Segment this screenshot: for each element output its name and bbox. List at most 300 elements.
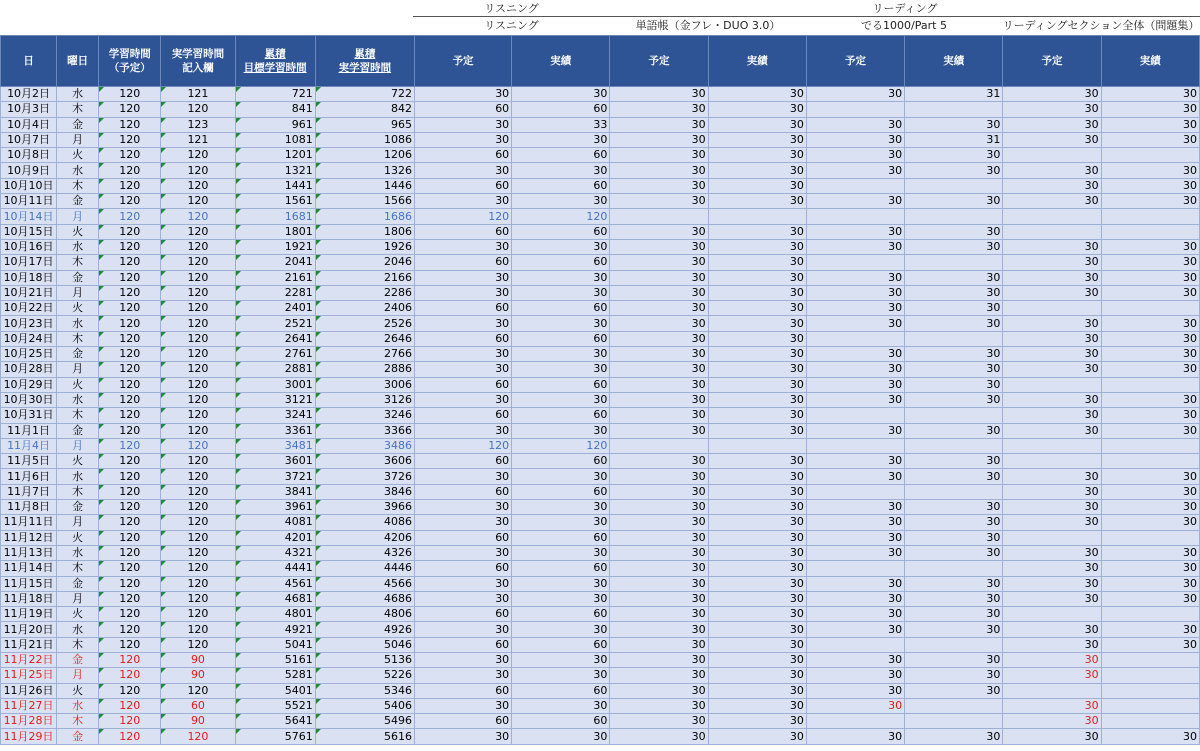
- value-cell[interactable]: [1101, 209, 1199, 224]
- cum-target-cell[interactable]: 4441: [235, 561, 315, 576]
- col-header-listening-actual[interactable]: 実績: [512, 36, 610, 87]
- value-cell[interactable]: [1003, 224, 1101, 239]
- value-cell[interactable]: 30: [806, 576, 904, 591]
- weekday-cell[interactable]: 金: [57, 652, 99, 667]
- col-header-listening-plan[interactable]: 予定: [414, 36, 511, 87]
- value-cell[interactable]: [905, 714, 1003, 729]
- col-header-weekday[interactable]: 曜日: [57, 36, 99, 87]
- actual-time-cell[interactable]: 120: [161, 545, 235, 560]
- col-header-cum-target[interactable]: 累積 目標学習時間: [235, 36, 315, 87]
- value-cell[interactable]: 30: [806, 454, 904, 469]
- date-cell[interactable]: 10月8日: [1, 148, 57, 163]
- value-cell[interactable]: 30: [905, 392, 1003, 407]
- date-cell[interactable]: 10月25日: [1, 347, 57, 362]
- weekday-cell[interactable]: 月: [57, 515, 99, 530]
- value-cell[interactable]: 30: [905, 362, 1003, 377]
- value-cell[interactable]: 30: [905, 148, 1003, 163]
- value-cell[interactable]: 30: [708, 714, 806, 729]
- cum-target-cell[interactable]: 5161: [235, 652, 315, 667]
- value-cell[interactable]: 30: [414, 500, 511, 515]
- value-cell[interactable]: 60: [512, 301, 610, 316]
- value-cell[interactable]: 30: [1003, 163, 1101, 178]
- value-cell[interactable]: 30: [905, 423, 1003, 438]
- plan-time-cell[interactable]: 120: [99, 438, 161, 453]
- cum-actual-cell[interactable]: 3366: [315, 423, 414, 438]
- weekday-cell[interactable]: 金: [57, 347, 99, 362]
- value-cell[interactable]: 30: [414, 347, 511, 362]
- cum-target-cell[interactable]: 1321: [235, 163, 315, 178]
- value-cell[interactable]: [806, 408, 904, 423]
- plan-time-cell[interactable]: 120: [99, 362, 161, 377]
- actual-time-cell[interactable]: 120: [161, 331, 235, 346]
- date-cell[interactable]: 10月16日: [1, 239, 57, 254]
- value-cell[interactable]: 60: [512, 637, 610, 652]
- value-cell[interactable]: 30: [610, 301, 708, 316]
- plan-time-cell[interactable]: 120: [99, 148, 161, 163]
- cum-actual-cell[interactable]: 965: [315, 117, 414, 132]
- date-cell[interactable]: 11月7日: [1, 484, 57, 499]
- cum-target-cell[interactable]: 5401: [235, 683, 315, 698]
- value-cell[interactable]: 30: [610, 377, 708, 392]
- value-cell[interactable]: 30: [708, 545, 806, 560]
- value-cell[interactable]: 30: [806, 607, 904, 622]
- col-header-cum-actual[interactable]: 累積 実学習時間: [315, 36, 414, 87]
- plan-time-cell[interactable]: 120: [99, 178, 161, 193]
- value-cell[interactable]: 60: [414, 255, 511, 270]
- value-cell[interactable]: 30: [1003, 285, 1101, 300]
- value-cell[interactable]: 30: [610, 622, 708, 637]
- actual-time-cell[interactable]: 120: [161, 438, 235, 453]
- value-cell[interactable]: 60: [414, 224, 511, 239]
- cum-actual-cell[interactable]: 4206: [315, 530, 414, 545]
- value-cell[interactable]: 30: [512, 285, 610, 300]
- value-cell[interactable]: 30: [414, 163, 511, 178]
- value-cell[interactable]: 30: [905, 224, 1003, 239]
- value-cell[interactable]: 30: [806, 377, 904, 392]
- value-cell[interactable]: 30: [1003, 239, 1101, 254]
- actual-time-cell[interactable]: 120: [161, 255, 235, 270]
- value-cell[interactable]: 30: [610, 545, 708, 560]
- cum-actual-cell[interactable]: 3966: [315, 500, 414, 515]
- actual-time-cell[interactable]: 120: [161, 500, 235, 515]
- plan-time-cell[interactable]: 120: [99, 285, 161, 300]
- actual-time-cell[interactable]: 120: [161, 607, 235, 622]
- value-cell[interactable]: 30: [1003, 132, 1101, 147]
- date-cell[interactable]: 10月17日: [1, 255, 57, 270]
- value-cell[interactable]: 60: [414, 377, 511, 392]
- weekday-cell[interactable]: 月: [57, 362, 99, 377]
- value-cell[interactable]: 30: [610, 117, 708, 132]
- value-cell[interactable]: [1003, 377, 1101, 392]
- value-cell[interactable]: 30: [414, 698, 511, 713]
- actual-time-cell[interactable]: 120: [161, 239, 235, 254]
- value-cell[interactable]: 30: [806, 117, 904, 132]
- actual-time-cell[interactable]: 120: [161, 285, 235, 300]
- value-cell[interactable]: 30: [905, 515, 1003, 530]
- plan-time-cell[interactable]: 120: [99, 500, 161, 515]
- value-cell[interactable]: 30: [512, 362, 610, 377]
- value-cell[interactable]: 30: [610, 530, 708, 545]
- value-cell[interactable]: 30: [610, 285, 708, 300]
- actual-time-cell[interactable]: 120: [161, 484, 235, 499]
- value-cell[interactable]: 60: [512, 377, 610, 392]
- actual-time-cell[interactable]: 120: [161, 454, 235, 469]
- cum-actual-cell[interactable]: 2166: [315, 270, 414, 285]
- value-cell[interactable]: 30: [512, 87, 610, 102]
- actual-time-cell[interactable]: 120: [161, 224, 235, 239]
- value-cell[interactable]: 30: [806, 285, 904, 300]
- value-cell[interactable]: 30: [414, 423, 511, 438]
- value-cell[interactable]: 120: [512, 209, 610, 224]
- value-cell[interactable]: [905, 698, 1003, 713]
- cum-actual-cell[interactable]: 722: [315, 87, 414, 102]
- cum-actual-cell[interactable]: 1206: [315, 148, 414, 163]
- value-cell[interactable]: [806, 209, 904, 224]
- col-header-vocab-plan[interactable]: 予定: [610, 36, 708, 87]
- value-cell[interactable]: 30: [1101, 102, 1199, 117]
- value-cell[interactable]: 30: [610, 347, 708, 362]
- value-cell[interactable]: [905, 178, 1003, 193]
- value-cell[interactable]: 30: [708, 591, 806, 606]
- value-cell[interactable]: 30: [708, 163, 806, 178]
- date-cell[interactable]: 11月4日: [1, 438, 57, 453]
- weekday-cell[interactable]: 水: [57, 239, 99, 254]
- value-cell[interactable]: 30: [905, 607, 1003, 622]
- cum-actual-cell[interactable]: 4086: [315, 515, 414, 530]
- weekday-cell[interactable]: 月: [57, 209, 99, 224]
- value-cell[interactable]: 30: [512, 729, 610, 744]
- cum-target-cell[interactable]: 841: [235, 102, 315, 117]
- col-header-deru-actual[interactable]: 実績: [905, 36, 1003, 87]
- value-cell[interactable]: [905, 484, 1003, 499]
- plan-time-cell[interactable]: 120: [99, 576, 161, 591]
- value-cell[interactable]: 60: [414, 148, 511, 163]
- value-cell[interactable]: 30: [610, 239, 708, 254]
- value-cell[interactable]: 30: [610, 714, 708, 729]
- value-cell[interactable]: 60: [512, 102, 610, 117]
- weekday-cell[interactable]: 月: [57, 668, 99, 683]
- value-cell[interactable]: 30: [708, 148, 806, 163]
- value-cell[interactable]: 60: [414, 561, 511, 576]
- value-cell[interactable]: 30: [806, 224, 904, 239]
- date-cell[interactable]: 11月18日: [1, 591, 57, 606]
- date-cell[interactable]: 10月10日: [1, 178, 57, 193]
- value-cell[interactable]: [1003, 438, 1101, 453]
- value-cell[interactable]: 30: [1003, 178, 1101, 193]
- actual-time-cell[interactable]: 120: [161, 469, 235, 484]
- plan-time-cell[interactable]: 120: [99, 392, 161, 407]
- value-cell[interactable]: 30: [1101, 347, 1199, 362]
- cum-target-cell[interactable]: 1201: [235, 148, 315, 163]
- value-cell[interactable]: 60: [512, 224, 610, 239]
- plan-time-cell[interactable]: 120: [99, 729, 161, 744]
- value-cell[interactable]: 60: [512, 607, 610, 622]
- value-cell[interactable]: 30: [905, 469, 1003, 484]
- value-cell[interactable]: 30: [806, 347, 904, 362]
- weekday-cell[interactable]: 火: [57, 530, 99, 545]
- cum-actual-cell[interactable]: 2406: [315, 301, 414, 316]
- date-cell[interactable]: 10月2日: [1, 87, 57, 102]
- plan-time-cell[interactable]: 120: [99, 637, 161, 652]
- plan-time-cell[interactable]: 120: [99, 194, 161, 209]
- value-cell[interactable]: 30: [905, 652, 1003, 667]
- value-cell[interactable]: 30: [708, 285, 806, 300]
- cum-target-cell[interactable]: 961: [235, 117, 315, 132]
- value-cell[interactable]: 30: [1003, 714, 1101, 729]
- value-cell[interactable]: [708, 209, 806, 224]
- cum-actual-cell[interactable]: 5406: [315, 698, 414, 713]
- value-cell[interactable]: 30: [708, 515, 806, 530]
- value-cell[interactable]: 30: [414, 392, 511, 407]
- plan-time-cell[interactable]: 120: [99, 408, 161, 423]
- cum-target-cell[interactable]: 5641: [235, 714, 315, 729]
- value-cell[interactable]: 30: [1003, 622, 1101, 637]
- value-cell[interactable]: 30: [1003, 392, 1101, 407]
- cum-target-cell[interactable]: 4201: [235, 530, 315, 545]
- plan-time-cell[interactable]: 120: [99, 683, 161, 698]
- value-cell[interactable]: 30: [708, 423, 806, 438]
- value-cell[interactable]: 30: [806, 194, 904, 209]
- value-cell[interactable]: 30: [1003, 255, 1101, 270]
- cum-actual-cell[interactable]: 1446: [315, 178, 414, 193]
- value-cell[interactable]: 30: [610, 576, 708, 591]
- plan-time-cell[interactable]: 120: [99, 668, 161, 683]
- plan-time-cell[interactable]: 120: [99, 423, 161, 438]
- weekday-cell[interactable]: 水: [57, 622, 99, 637]
- weekday-cell[interactable]: 金: [57, 576, 99, 591]
- cum-target-cell[interactable]: 4321: [235, 545, 315, 560]
- value-cell[interactable]: 30: [512, 469, 610, 484]
- value-cell[interactable]: 30: [610, 637, 708, 652]
- value-cell[interactable]: 30: [512, 270, 610, 285]
- value-cell[interactable]: [610, 209, 708, 224]
- value-cell[interactable]: 30: [806, 87, 904, 102]
- weekday-cell[interactable]: 木: [57, 178, 99, 193]
- value-cell[interactable]: 30: [512, 347, 610, 362]
- value-cell[interactable]: 30: [1003, 362, 1101, 377]
- actual-time-cell[interactable]: 90: [161, 652, 235, 667]
- date-cell[interactable]: 10月7日: [1, 132, 57, 147]
- cum-actual-cell[interactable]: 4566: [315, 576, 414, 591]
- date-cell[interactable]: 10月30日: [1, 392, 57, 407]
- value-cell[interactable]: 30: [610, 500, 708, 515]
- value-cell[interactable]: 30: [1003, 668, 1101, 683]
- value-cell[interactable]: 30: [806, 132, 904, 147]
- value-cell[interactable]: 30: [905, 301, 1003, 316]
- actual-time-cell[interactable]: 120: [161, 622, 235, 637]
- value-cell[interactable]: 30: [1101, 591, 1199, 606]
- value-cell[interactable]: 30: [1101, 255, 1199, 270]
- weekday-cell[interactable]: 木: [57, 408, 99, 423]
- actual-time-cell[interactable]: 120: [161, 347, 235, 362]
- value-cell[interactable]: 30: [512, 576, 610, 591]
- value-cell[interactable]: 30: [610, 668, 708, 683]
- value-cell[interactable]: [1003, 607, 1101, 622]
- value-cell[interactable]: [806, 255, 904, 270]
- value-cell[interactable]: 30: [512, 500, 610, 515]
- value-cell[interactable]: 30: [512, 392, 610, 407]
- value-cell[interactable]: 30: [806, 683, 904, 698]
- value-cell[interactable]: 30: [1101, 637, 1199, 652]
- actual-time-cell[interactable]: 120: [161, 408, 235, 423]
- value-cell[interactable]: 30: [708, 698, 806, 713]
- value-cell[interactable]: 30: [708, 652, 806, 667]
- actual-time-cell[interactable]: 90: [161, 714, 235, 729]
- value-cell[interactable]: 30: [1101, 194, 1199, 209]
- value-cell[interactable]: 30: [905, 622, 1003, 637]
- actual-time-cell[interactable]: 120: [161, 591, 235, 606]
- value-cell[interactable]: 31: [905, 132, 1003, 147]
- cum-actual-cell[interactable]: 2646: [315, 331, 414, 346]
- weekday-cell[interactable]: 月: [57, 285, 99, 300]
- value-cell[interactable]: 30: [610, 224, 708, 239]
- value-cell[interactable]: 30: [708, 316, 806, 331]
- value-cell[interactable]: 30: [708, 683, 806, 698]
- weekday-cell[interactable]: 金: [57, 270, 99, 285]
- value-cell[interactable]: 30: [1003, 500, 1101, 515]
- value-cell[interactable]: 30: [512, 698, 610, 713]
- date-cell[interactable]: 10月22日: [1, 301, 57, 316]
- value-cell[interactable]: 30: [708, 301, 806, 316]
- value-cell[interactable]: 30: [905, 591, 1003, 606]
- cum-target-cell[interactable]: 3841: [235, 484, 315, 499]
- value-cell[interactable]: [1101, 301, 1199, 316]
- value-cell[interactable]: 30: [610, 454, 708, 469]
- value-cell[interactable]: 30: [610, 561, 708, 576]
- actual-time-cell[interactable]: 120: [161, 270, 235, 285]
- value-cell[interactable]: 30: [1101, 362, 1199, 377]
- value-cell[interactable]: 60: [414, 178, 511, 193]
- value-cell[interactable]: 30: [708, 331, 806, 346]
- plan-time-cell[interactable]: 120: [99, 561, 161, 576]
- actual-time-cell[interactable]: 120: [161, 392, 235, 407]
- value-cell[interactable]: 30: [414, 362, 511, 377]
- value-cell[interactable]: [806, 102, 904, 117]
- value-cell[interactable]: [905, 255, 1003, 270]
- value-cell[interactable]: [1101, 224, 1199, 239]
- value-cell[interactable]: 30: [708, 392, 806, 407]
- value-cell[interactable]: 30: [1101, 423, 1199, 438]
- value-cell[interactable]: [1003, 683, 1101, 698]
- plan-time-cell[interactable]: 120: [99, 316, 161, 331]
- value-cell[interactable]: [1003, 301, 1101, 316]
- actual-time-cell[interactable]: 123: [161, 117, 235, 132]
- value-cell[interactable]: 30: [708, 607, 806, 622]
- date-cell[interactable]: 10月21日: [1, 285, 57, 300]
- value-cell[interactable]: [1101, 652, 1199, 667]
- value-cell[interactable]: 30: [414, 270, 511, 285]
- value-cell[interactable]: [1101, 454, 1199, 469]
- value-cell[interactable]: 60: [414, 408, 511, 423]
- cum-target-cell[interactable]: 1801: [235, 224, 315, 239]
- weekday-cell[interactable]: 月: [57, 132, 99, 147]
- date-cell[interactable]: 11月8日: [1, 500, 57, 515]
- value-cell[interactable]: [806, 331, 904, 346]
- value-cell[interactable]: 30: [414, 469, 511, 484]
- value-cell[interactable]: 30: [610, 362, 708, 377]
- value-cell[interactable]: 30: [1003, 637, 1101, 652]
- cum-target-cell[interactable]: 4561: [235, 576, 315, 591]
- value-cell[interactable]: 30: [1101, 117, 1199, 132]
- plan-time-cell[interactable]: 120: [99, 530, 161, 545]
- cum-actual-cell[interactable]: 3246: [315, 408, 414, 423]
- value-cell[interactable]: 30: [1003, 591, 1101, 606]
- value-cell[interactable]: 30: [414, 729, 511, 744]
- cum-actual-cell[interactable]: 2766: [315, 347, 414, 362]
- value-cell[interactable]: 60: [512, 331, 610, 346]
- cum-target-cell[interactable]: 2161: [235, 270, 315, 285]
- value-cell[interactable]: 30: [806, 698, 904, 713]
- cum-actual-cell[interactable]: 3126: [315, 392, 414, 407]
- value-cell[interactable]: 60: [414, 607, 511, 622]
- cum-target-cell[interactable]: 3481: [235, 438, 315, 453]
- value-cell[interactable]: 30: [512, 515, 610, 530]
- value-cell[interactable]: [905, 209, 1003, 224]
- value-cell[interactable]: [905, 438, 1003, 453]
- weekday-cell[interactable]: 金: [57, 117, 99, 132]
- cum-actual-cell[interactable]: 4806: [315, 607, 414, 622]
- value-cell[interactable]: 30: [1101, 729, 1199, 744]
- plan-time-cell[interactable]: 120: [99, 224, 161, 239]
- value-cell[interactable]: [1101, 683, 1199, 698]
- value-cell[interactable]: 60: [512, 408, 610, 423]
- weekday-cell[interactable]: 木: [57, 561, 99, 576]
- actual-time-cell[interactable]: 120: [161, 683, 235, 698]
- value-cell[interactable]: 120: [512, 438, 610, 453]
- value-cell[interactable]: 30: [708, 622, 806, 637]
- value-cell[interactable]: 30: [1003, 102, 1101, 117]
- value-cell[interactable]: 60: [414, 683, 511, 698]
- value-cell[interactable]: 30: [1101, 484, 1199, 499]
- value-cell[interactable]: [806, 438, 904, 453]
- weekday-cell[interactable]: 火: [57, 683, 99, 698]
- value-cell[interactable]: 30: [1003, 484, 1101, 499]
- value-cell[interactable]: 30: [806, 362, 904, 377]
- value-cell[interactable]: 30: [414, 576, 511, 591]
- value-cell[interactable]: 30: [905, 668, 1003, 683]
- value-cell[interactable]: [1101, 698, 1199, 713]
- plan-time-cell[interactable]: 120: [99, 87, 161, 102]
- cum-target-cell[interactable]: 3721: [235, 469, 315, 484]
- weekday-cell[interactable]: 火: [57, 377, 99, 392]
- value-cell[interactable]: [905, 102, 1003, 117]
- actual-time-cell[interactable]: 120: [161, 194, 235, 209]
- col-header-reading-plan[interactable]: 予定: [1003, 36, 1101, 87]
- value-cell[interactable]: 30: [610, 178, 708, 193]
- value-cell[interactable]: 30: [1003, 270, 1101, 285]
- value-cell[interactable]: 30: [610, 515, 708, 530]
- value-cell[interactable]: [1101, 530, 1199, 545]
- weekday-cell[interactable]: 月: [57, 438, 99, 453]
- date-cell[interactable]: 10月28日: [1, 362, 57, 377]
- plan-time-cell[interactable]: 120: [99, 255, 161, 270]
- cum-target-cell[interactable]: 4801: [235, 607, 315, 622]
- actual-time-cell[interactable]: 120: [161, 729, 235, 744]
- value-cell[interactable]: 30: [905, 239, 1003, 254]
- value-cell[interactable]: 30: [1101, 285, 1199, 300]
- cum-target-cell[interactable]: 721: [235, 87, 315, 102]
- date-cell[interactable]: 11月19日: [1, 607, 57, 622]
- date-cell[interactable]: 11月11日: [1, 515, 57, 530]
- cum-actual-cell[interactable]: 1686: [315, 209, 414, 224]
- value-cell[interactable]: 30: [414, 545, 511, 560]
- cum-actual-cell[interactable]: 3606: [315, 454, 414, 469]
- value-cell[interactable]: 30: [512, 316, 610, 331]
- cum-target-cell[interactable]: 2401: [235, 301, 315, 316]
- value-cell[interactable]: 30: [1101, 178, 1199, 193]
- value-cell[interactable]: 30: [905, 545, 1003, 560]
- date-cell[interactable]: 10月24日: [1, 331, 57, 346]
